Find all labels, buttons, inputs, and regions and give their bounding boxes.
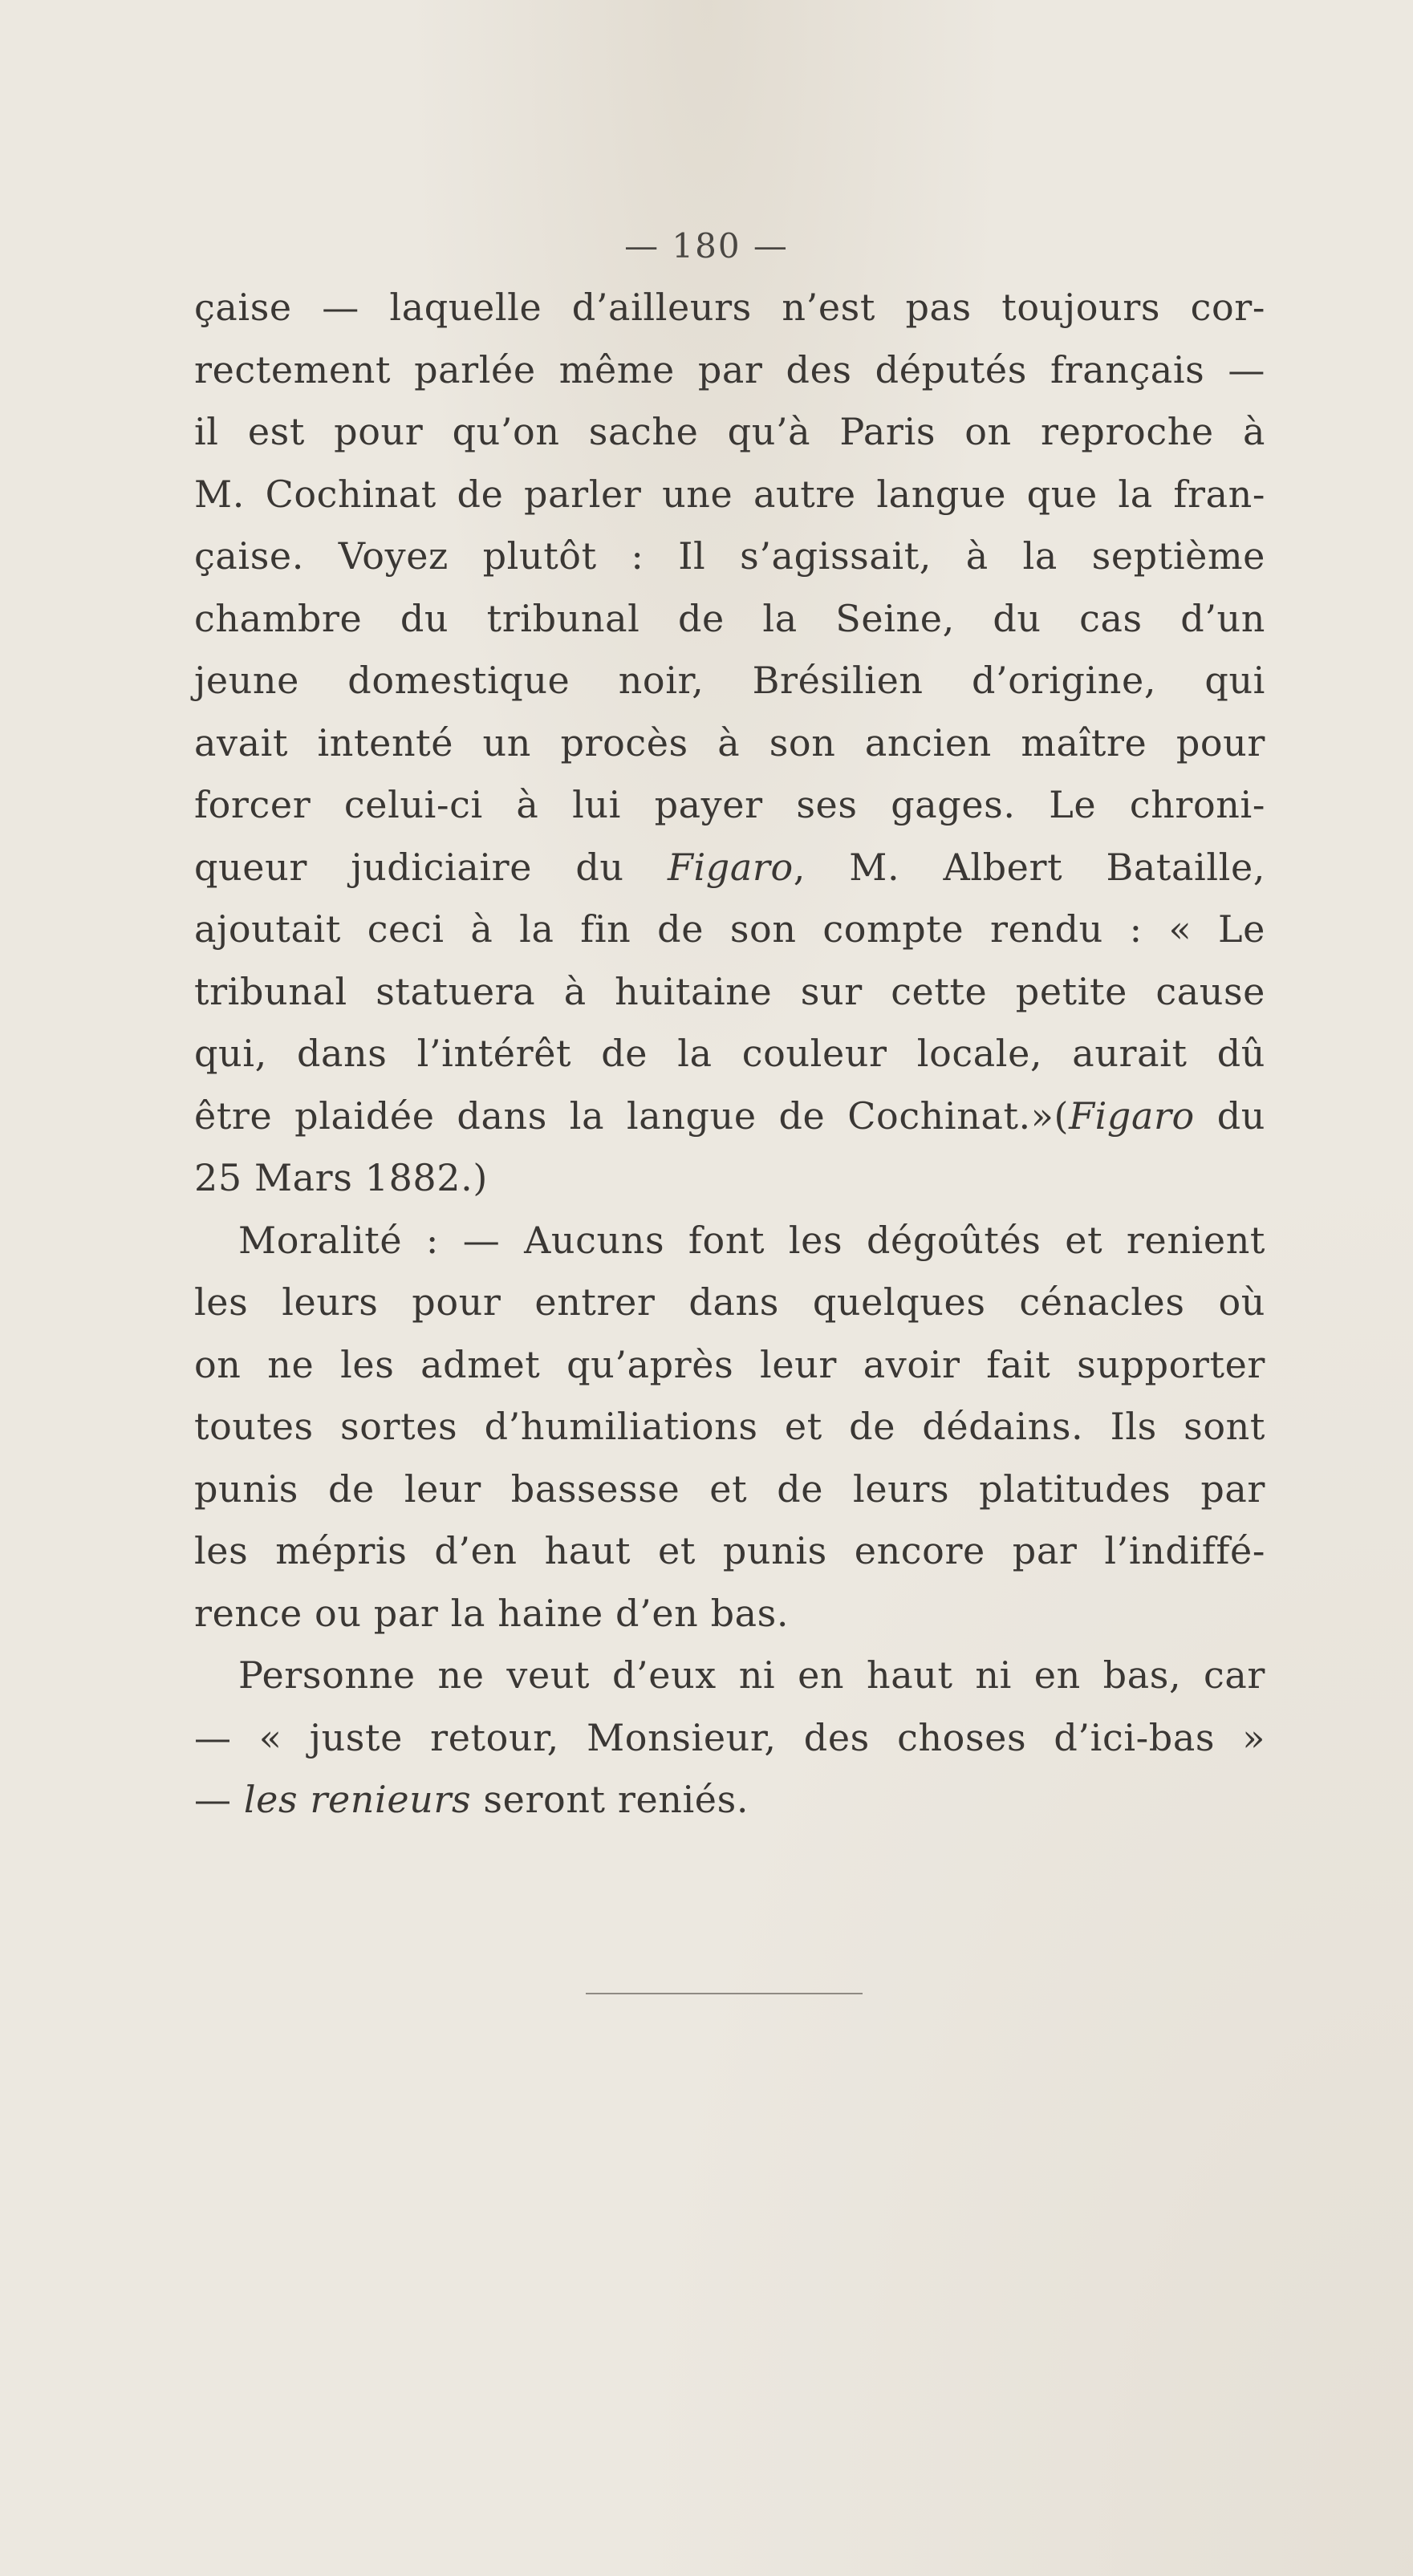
text-line: on ne les admet qu’après leur avoir fait supporter — [194, 1342, 1265, 1386]
text-line: tribunal statuera à huitaine sur cette petite cause — [194, 969, 1265, 1013]
text-line: les mépris d’en haut et punis encore par l’indiffé- — [194, 1529, 1265, 1572]
text-line: les leurs pour entrer dans quelques cénacles où — [194, 1280, 1265, 1324]
text-line: chambre du tribunal de la Seine, du cas d’un — [194, 596, 1265, 640]
text-line: queur judiciaire du Figaro, M. Albert Bataille, — [194, 845, 1265, 889]
text-line: Personne ne veut d’eux ni en haut ni en bas, car — [238, 1653, 1265, 1697]
text-line: il est pour qu’on sache qu’à Paris on reproche à — [194, 410, 1265, 453]
text-line: forcer celui-ci à lui payer ses gages. Le chroni- — [194, 783, 1265, 826]
text-line: avait intenté un procès à son ancien maître pour — [194, 720, 1265, 765]
section-end-rule — [586, 1993, 863, 1994]
text-line: ajoutait ceci à la fin de son compte rendu : « Le — [194, 907, 1265, 951]
text-line: — « juste retour, Monsieur, des choses d’ici-bas » — [194, 1715, 1265, 1759]
italic-title: Figaro — [1069, 1093, 1195, 1138]
text-line: toutes sortes d’humiliations et de dédains. Ils sont — [194, 1405, 1265, 1448]
body-text — [194, 277, 1265, 1832]
text-line: Moralité : — Aucuns font les dégoûtés et renient — [238, 1218, 1265, 1262]
page-number: — 180 — — [624, 226, 789, 266]
text-line: punis de leur bassesse et de leurs platitudes par — [194, 1466, 1265, 1511]
text-line: jeune domestique noir, Brésilien d’origine, qui — [194, 659, 1265, 702]
text-line: être plaidée dans la langue de Cochinat.»(Figaro du — [194, 1093, 1265, 1138]
text-line: çaise — laquelle d’ailleurs n’est pas toujours cor- — [194, 286, 1265, 329]
italic-title: Figaro — [667, 845, 794, 889]
text-line: — les renieurs seront reniés. — [194, 1778, 749, 1821]
text-line: rectement parlée même par des députés français — — [194, 347, 1265, 391]
text-line: 25 Mars 1882.) — [194, 1156, 488, 1199]
italic-phrase: les renieurs — [243, 1778, 472, 1821]
text-line: rence ou par la haine d’en bas. — [194, 1591, 790, 1635]
text-line: M. Cochinat de parler une autre langue que la fran- — [194, 472, 1265, 516]
text-line: çaise. Voyez plutôt : Il s’agissait, à la septième — [194, 534, 1265, 578]
text-line: qui, dans l’intérêt de la couleur locale, aurait dû — [194, 1032, 1265, 1075]
